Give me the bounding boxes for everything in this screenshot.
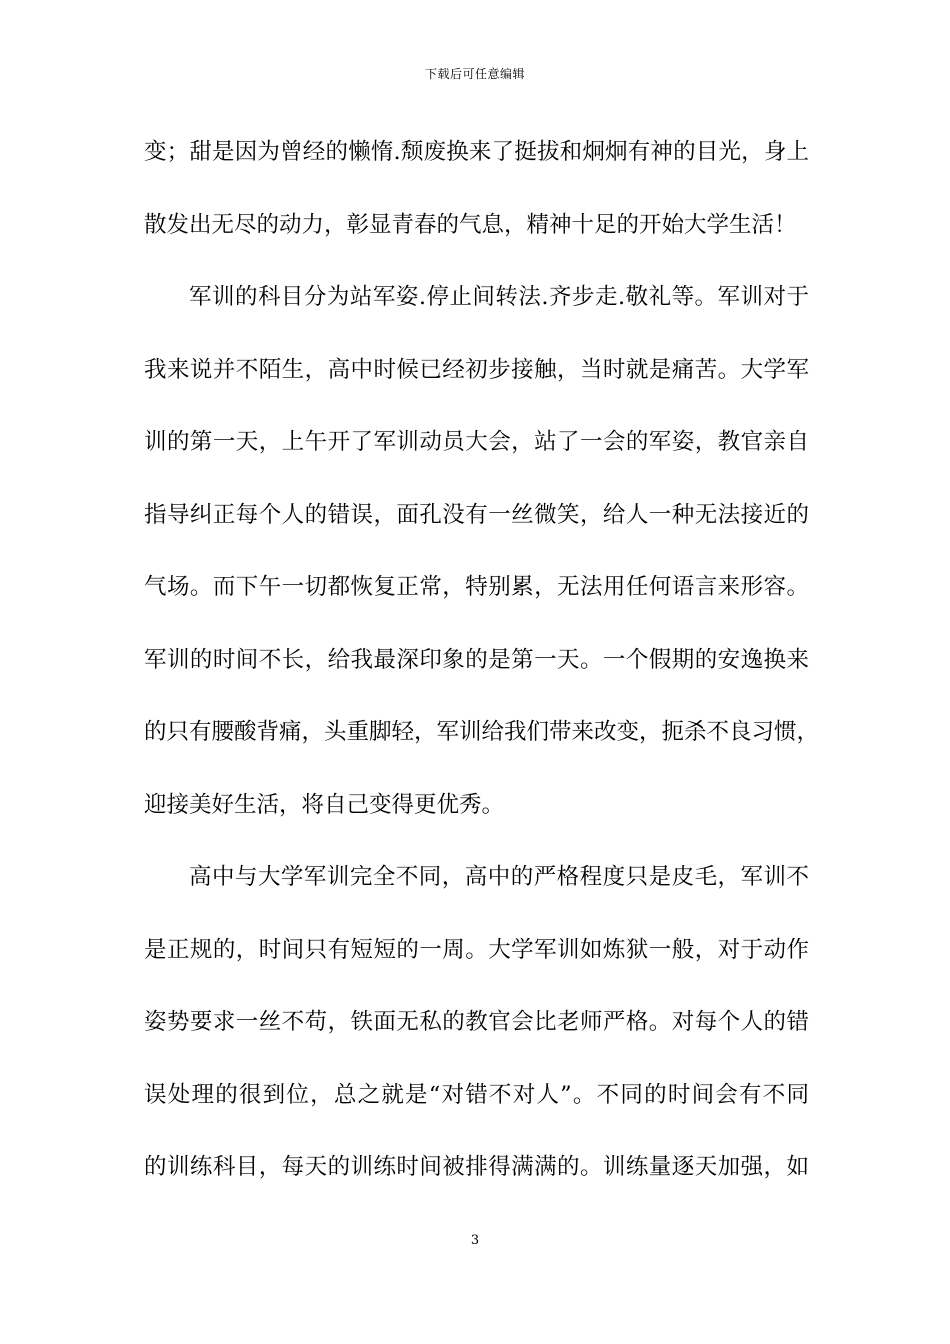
text-line: 训的第一天，上午开了军训动员大会，站了一会的军姿，教官亲自: [144, 429, 809, 455]
text-line: 我来说并不陌生，高中时候已经初步接触，当时就是痛苦。大学军: [144, 356, 809, 383]
body-text: [144, 128, 820, 1216]
text-line: 变；甜是因为曾经的懒惰.颓废换来了挺拔和炯炯有神的目光，身上: [144, 139, 809, 165]
text-line: 误处理的很到位，总之就是“对错不对人”。不同的时间会有不同: [144, 1081, 809, 1108]
text-line: 迎接美好生活，将自己变得更优秀。: [144, 791, 505, 818]
text-line: 气场。而下午一切都恢复正常，特别累，无法用任何语言来形容。: [144, 574, 809, 600]
text-line: 军训的科目分为站军姿.停止间转法.齐步走.敬礼等。军训对于: [189, 284, 809, 310]
text-line: 姿势要求一丝不苟，铁面无私的教官会比老师严格。对每个人的错: [144, 1009, 809, 1035]
page-number: 3: [470, 1233, 480, 1248]
text-line: 指导纠正每个人的错误，面孔没有一丝微笑，给人一种无法接近的: [144, 501, 809, 528]
text-line: 是正规的，时间只有短短的一周。大学军训如炼狱一般，对于动作: [144, 936, 809, 963]
text-line: 的训练科目，每天的训练时间被排得满满的。训练量逐天加强，如: [144, 1154, 809, 1180]
text-line: 高中与大学军训完全不同，高中的严格程度只是皮毛，军训不: [189, 864, 809, 890]
text-line: 散发出无尽的动力，彰显青春的气息，精神十足的开始大学生活！: [144, 211, 797, 238]
text-line: 的只有腰酸背痛，头重脚轻，军训给我们带来改变，扼杀不良习惯，: [144, 719, 820, 745]
page-header: 下载后可任意编辑: [424, 67, 525, 81]
text-line: 军训的时间不长，给我最深印象的是第一天。一个假期的安逸换来: [144, 646, 809, 673]
